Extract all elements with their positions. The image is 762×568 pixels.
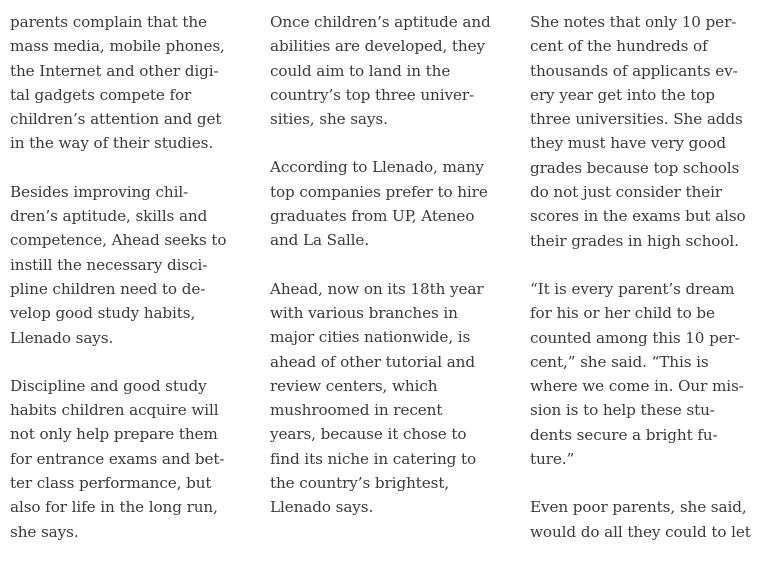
text-line: do not just consider their xyxy=(530,183,723,202)
text-line: According to Llenado, many xyxy=(270,158,484,177)
paragraph xyxy=(270,277,510,520)
text-line: could aim to land in the xyxy=(270,61,451,80)
text-line: cent of the hundreds of xyxy=(530,37,708,56)
text-line: thousands of applicants ev- xyxy=(530,61,738,80)
article-column-1 xyxy=(10,10,250,568)
text-line: scores in the exams but also xyxy=(530,207,746,226)
text-line: velop good study habits, xyxy=(10,304,196,323)
text-line: Even poor parents, she said, xyxy=(530,498,747,517)
text-line: pline children need to de- xyxy=(10,279,206,298)
text-line: the Internet and other digi- xyxy=(10,61,219,80)
paragraph xyxy=(270,10,510,131)
text-line: competence, Ahead seeks to xyxy=(10,231,227,250)
text-line: review centers, which xyxy=(270,376,438,395)
text-line: major cities nationwide, is xyxy=(270,328,471,347)
text-line: not only help prepare them xyxy=(10,425,218,444)
text-line: Discipline and good study xyxy=(10,376,207,395)
text-line: dren’s aptitude, skills and xyxy=(10,207,208,226)
article-column-3 xyxy=(530,10,762,568)
text-line: with various branches in xyxy=(270,303,458,322)
paragraph xyxy=(270,155,510,252)
paragraph xyxy=(10,374,250,544)
paragraph xyxy=(10,10,250,156)
text-line: ahead of other tutorial and xyxy=(270,352,475,371)
text-line: abilities are developed, they xyxy=(270,37,485,56)
text-line: sion is to help these stu- xyxy=(530,401,715,420)
text-line: children’s attention and get xyxy=(10,110,222,129)
text-line: and La Salle. xyxy=(270,231,370,250)
text-line: country’s top three univer- xyxy=(270,85,475,104)
text-line: their grades in high school. xyxy=(530,231,739,250)
text-line: Llenado says. xyxy=(10,328,114,347)
article-column-2 xyxy=(270,10,510,544)
text-line: three universities. She adds xyxy=(530,110,743,129)
text-line: counted among this 10 per- xyxy=(530,328,740,347)
text-line: ter class performance, but xyxy=(10,474,212,493)
text-line: for entrance exams and bet- xyxy=(10,449,225,468)
text-line: would do all they could to let xyxy=(530,522,751,541)
text-line: Besides improving chil- xyxy=(10,182,189,201)
text-line: dents secure a bright fu- xyxy=(530,425,718,444)
text-line: they must have very good xyxy=(530,134,726,153)
text-line: mass media, mobile phones, xyxy=(10,37,225,56)
text-line: years, because it chose to xyxy=(270,425,467,444)
text-line: Once children’s aptitude and xyxy=(270,13,491,31)
text-line: she says. xyxy=(10,522,79,541)
text-line: cent,” she said. “This is xyxy=(530,352,709,371)
text-line: Ahead, now on its 18th year xyxy=(270,279,484,298)
text-line: parents complain that the xyxy=(10,13,207,31)
text-line: top companies prefer to hire xyxy=(270,182,488,201)
paragraph xyxy=(530,10,762,253)
text-line: instill the necessary disci- xyxy=(10,255,208,274)
paragraph xyxy=(530,495,762,544)
paragraph xyxy=(10,180,250,350)
text-line: find its niche in catering to xyxy=(270,449,477,468)
text-line: habits children acquire will xyxy=(10,401,219,420)
text-line: grades because top schools xyxy=(530,158,740,177)
text-line: ture.” xyxy=(530,450,575,469)
text-line: Llenado says. xyxy=(270,498,374,517)
text-line: sities, she says. xyxy=(270,110,388,129)
text-line: “It is every parent’s dream xyxy=(530,279,735,298)
text-line: where we come in. Our mis- xyxy=(530,377,744,396)
text-line: also for life in the long run, xyxy=(10,498,218,517)
text-line: mushroomed in recent xyxy=(270,401,443,420)
text-line: graduates from UP, Ateneo xyxy=(270,207,475,226)
text-line: in the way of their studies. xyxy=(10,134,214,153)
text-line: tal gadgets compete for xyxy=(10,85,192,104)
text-line: She notes that only 10 per- xyxy=(530,13,737,31)
text-line: the country’s brightest, xyxy=(270,474,450,493)
text-line: ery year get into the top xyxy=(530,85,715,104)
text-line: for his or her child to be xyxy=(530,304,715,323)
paragraph xyxy=(530,277,762,471)
